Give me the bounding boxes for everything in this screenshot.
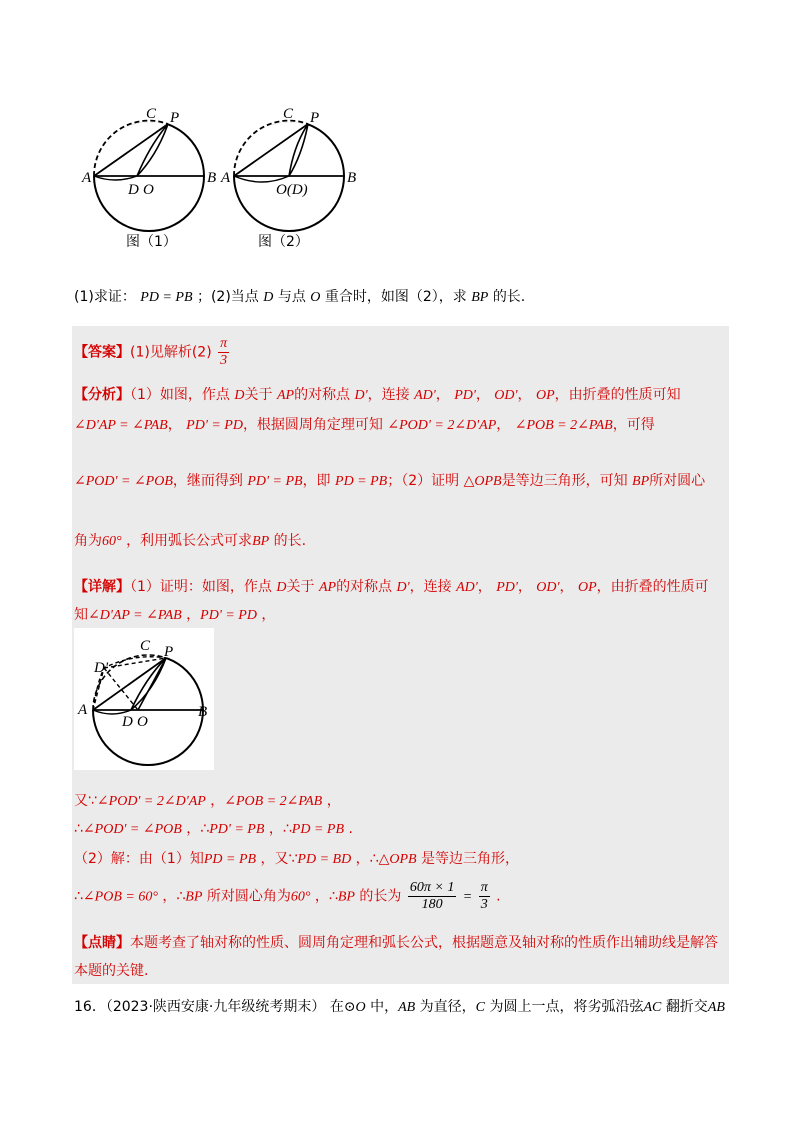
label-od: O(D)	[276, 182, 308, 198]
label-p: P	[164, 644, 174, 660]
answer-line: 【答案】(1)见解析(2) $\frac{\pi}{3}$	[74, 336, 228, 368]
detail-line-3: 又∵∠POD' = 2∠D'AP ，∠POB = 2∠PAB ，	[74, 793, 341, 809]
detail-line-5: （2）解：由（1）知PD = PB ，又∵PD = BD ，∴△OPB 是等边三角形，	[74, 851, 520, 867]
label-p: P	[170, 110, 180, 126]
analysis-line-4: 角为60° ，利用弧长公式可求BP 的长.	[74, 533, 307, 549]
figure-1	[80, 100, 220, 250]
label-c: C	[140, 638, 151, 654]
label-a: A	[221, 170, 231, 186]
label-b: B	[347, 170, 357, 186]
label-a: A	[78, 702, 88, 718]
analysis-line-3: ∠POD' = ∠POB，继而得到 PD' = PB，即 PD = PB；（2）证明 △OPB是等边三角形，可知 BP所对圆心	[74, 473, 706, 489]
folded-arc	[131, 658, 166, 710]
folded-arc	[289, 124, 308, 176]
chord-ap	[234, 124, 308, 176]
label-d-prime: D'	[94, 660, 109, 676]
figure-caption: 图（1）	[126, 234, 177, 250]
detail-line-1: 【详解】（1）证明：如图，作点 D关于 AP的对称点 D'，连接 AD'， PD'， OD'， OP，由折叠的性质可	[74, 579, 709, 595]
question-line: (1)求证： PD = PB ；(2)当点 D 与点 O 重合时，如图（2），求 BP 的长.	[74, 289, 526, 305]
analysis-line-2: ∠D'AP = ∠PAB， PD' = PD，根据圆周角定理可知 ∠POD' = 2∠D'AP， ∠POB = 2∠PAB，可得	[74, 417, 655, 433]
detail-line-4: ∴∠POD' = ∠POB ，∴PD' = PB ，∴PD = PB .	[74, 821, 353, 837]
label-b: B	[198, 704, 208, 720]
label-c: C	[146, 106, 157, 122]
next-question-line: 16．（2023·陕西安康·九年级统考期末） 在⊙O 中，AB 为直径，C 为圆上一点，将劣弧沿弦AC 翻折交AB	[74, 999, 725, 1015]
label-b: B	[207, 170, 217, 186]
label-o: O	[143, 182, 154, 198]
comment-line-2: 本题的关键.	[74, 963, 149, 979]
label-p: P	[310, 110, 320, 126]
figure-2	[212, 100, 362, 250]
folded-arc	[137, 124, 168, 176]
analysis-line-1: 【分析】（1）如图，作点 D关于 AP的对称点 D'，连接 AD'， PD'， OD'， OP，由折叠的性质可知	[74, 387, 681, 403]
label-o: O	[137, 714, 148, 730]
label-d: D	[128, 182, 139, 198]
figure-3	[74, 628, 214, 770]
label-a: A	[82, 170, 92, 186]
arc-length-fraction: $\frac{60\pi \times 1}{180}$	[409, 880, 455, 912]
result-fraction: $\frac{\pi}{3}$	[480, 880, 488, 912]
detail-line-2: 知∠D'AP = ∠PAB ，PD' = PD ，	[74, 607, 276, 623]
detail-line-6: ∴∠POB = 60° ，∴BP 所对圆心角为60° ，∴BP 的长为 $\frac{60\pi \times 1}{180}$ = $\frac{\pi}{3}$ .	[74, 880, 501, 912]
label-c: C	[283, 106, 294, 122]
answer-fraction: $\frac{\pi}{3}$	[220, 336, 228, 368]
comment-line-1: 【点睛】本题考查了轴对称的性质、圆周角定理和弧长公式，根据题意及轴对称的性质作出辅助线是解答	[74, 935, 718, 951]
figure-caption: 图（2）	[258, 234, 309, 250]
label-d: D	[122, 714, 133, 730]
